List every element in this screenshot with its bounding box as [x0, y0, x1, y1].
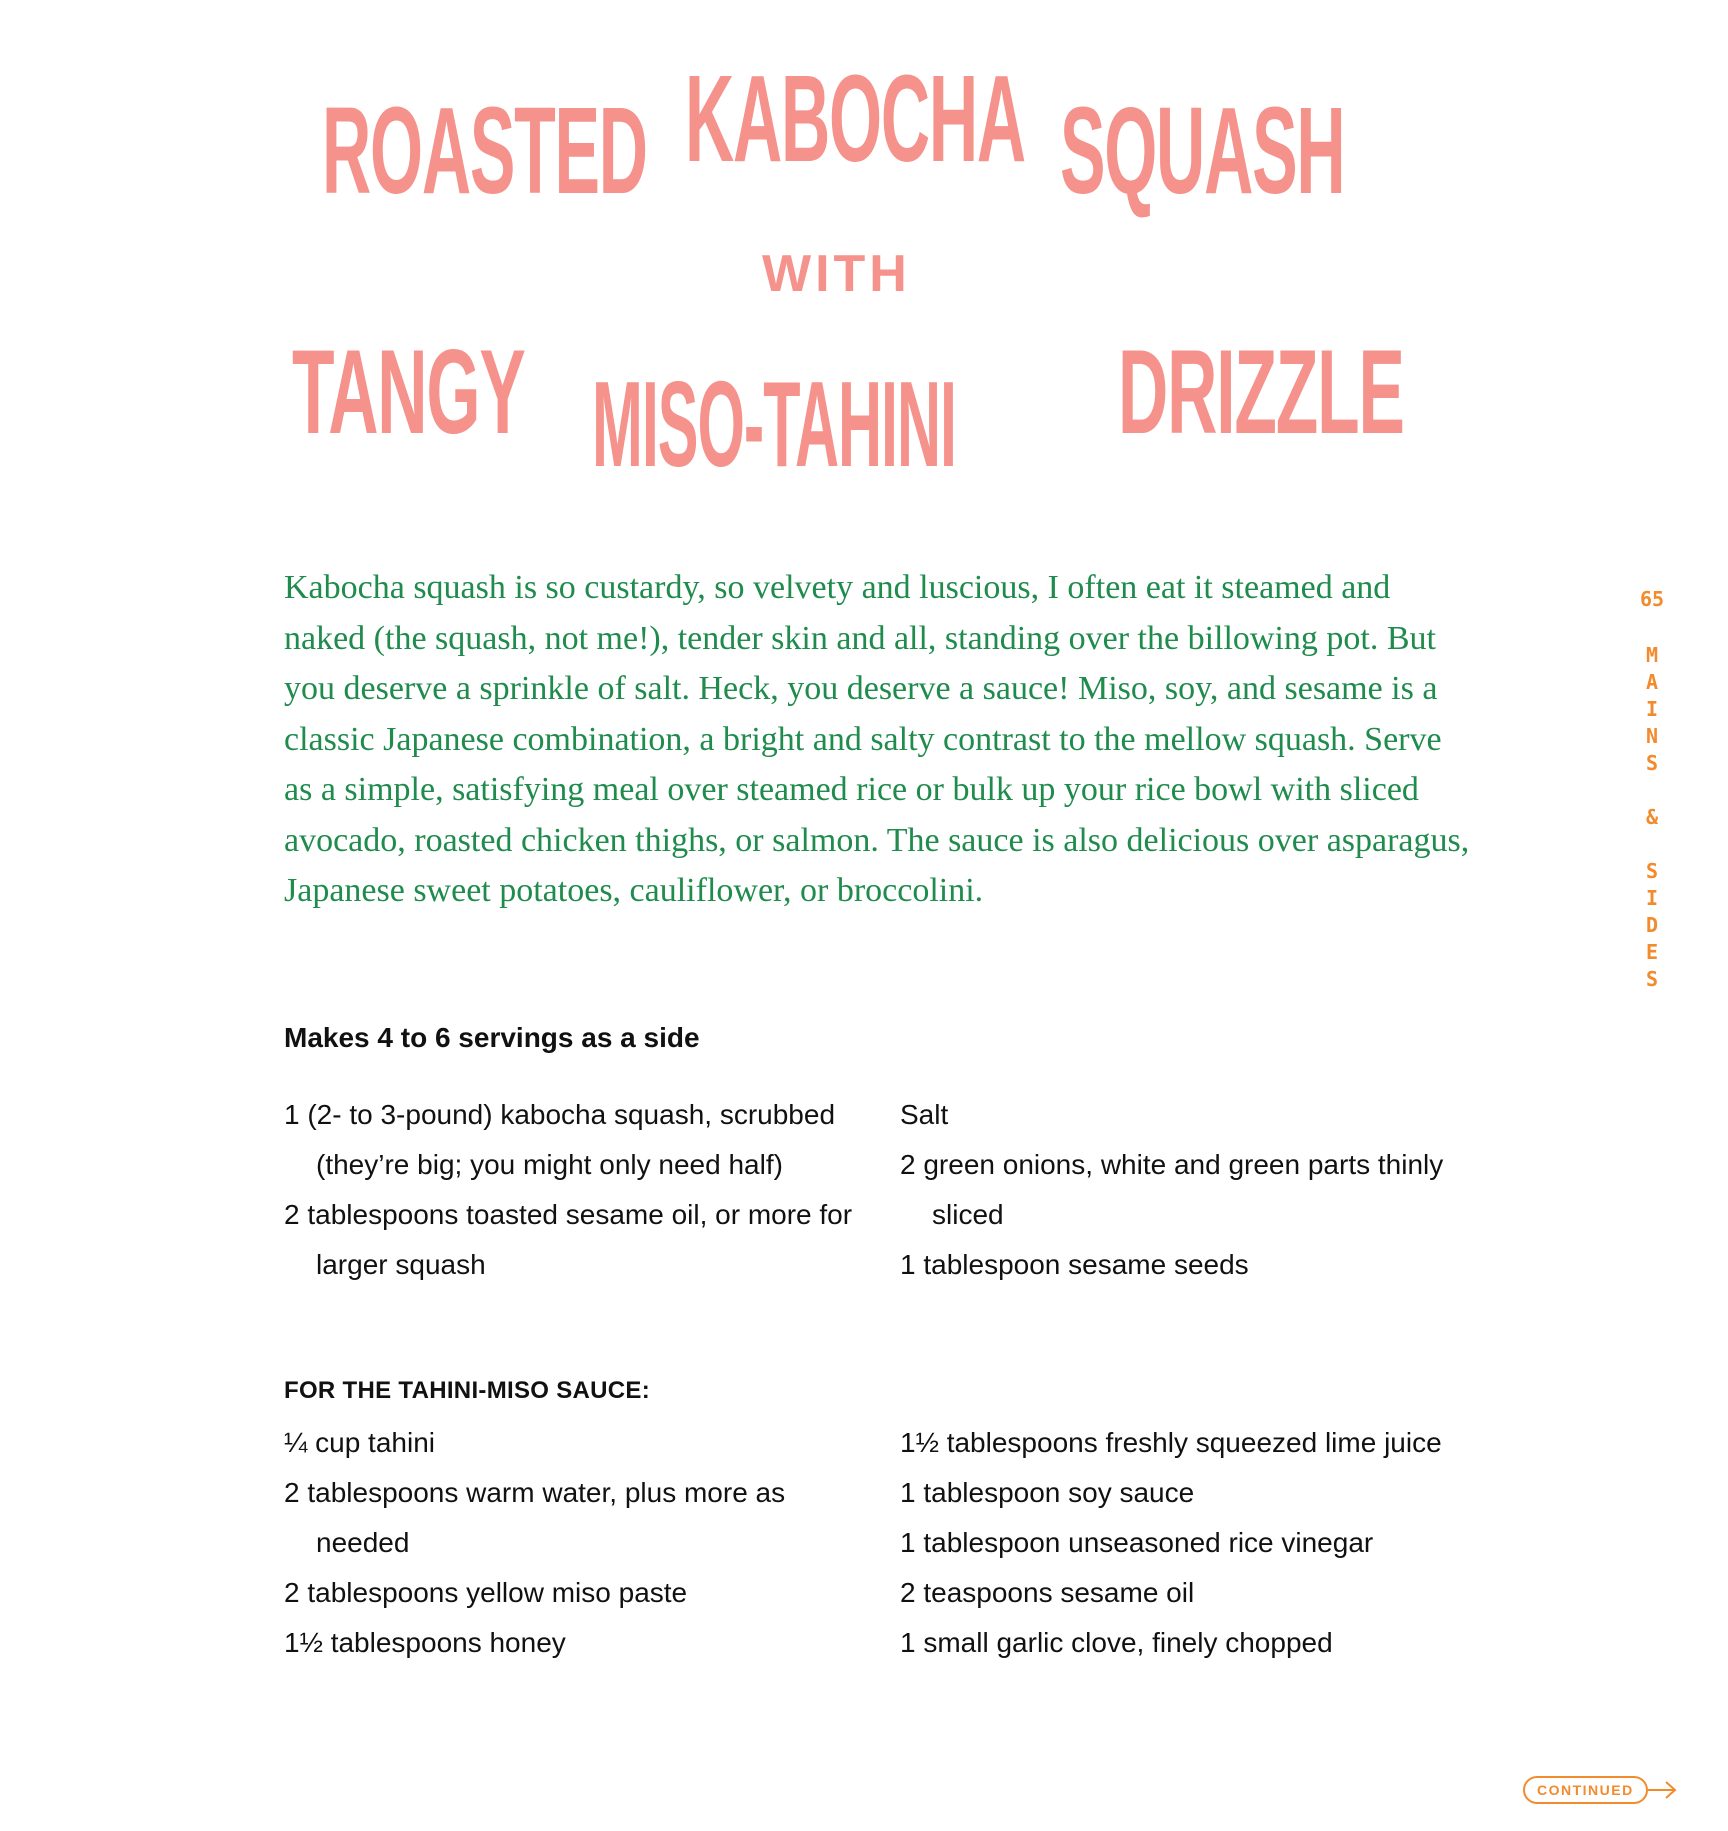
section-letter: S: [1645, 967, 1659, 991]
title-word-squash: SQUASH: [1060, 82, 1345, 220]
sauce-item: 1 tablespoon unseasoned rice vinegar: [900, 1527, 1374, 1558]
ingredient-item: Salt: [900, 1099, 949, 1130]
sauce-item: 1½ tablespoons freshly squeezed lime juice: [900, 1427, 1442, 1458]
yield-line: Makes 4 to 6 servings as a side: [284, 1022, 700, 1053]
section-letter: N: [1645, 724, 1659, 748]
section-letter: E: [1645, 940, 1659, 964]
ingredient-item: 1 (2- to 3-pound) kabocha squash, scrubbed (they’re big; you might only need half): [284, 1099, 836, 1180]
page-number: 65: [1639, 587, 1665, 611]
section-letter: S: [1645, 859, 1659, 883]
sauce-heading: FOR THE TAHINI-MISO SAUCE:: [284, 1377, 651, 1404]
continued-label: CONTINUED: [1523, 1776, 1648, 1804]
section-label: [1628, 642, 1676, 993]
title-word-tangy: TANGY: [292, 325, 525, 459]
title-word-miso-tahini: MISO-TAHINI: [592, 356, 956, 492]
sauce-item: 1 tablespoon soy sauce: [900, 1477, 1195, 1508]
section-letter: M: [1645, 643, 1659, 667]
sauce-item: 2 tablespoons yellow miso paste: [284, 1577, 688, 1608]
arrow-right-icon: [1648, 1779, 1678, 1801]
sauce-list-left: [284, 1418, 864, 1668]
ingredient-item: 2 tablespoons toasted sesame oil, or more for larger squash: [284, 1199, 853, 1280]
ingredient-item: 2 green onions, white and green parts thinly sliced: [900, 1149, 1444, 1230]
sauce-item: ¼ cup tahini: [284, 1427, 435, 1458]
ingredient-list-left: [284, 1090, 864, 1290]
section-letter: D: [1645, 913, 1659, 937]
section-letter: &: [1645, 805, 1659, 829]
intro-paragraph: Kabocha squash is so custardy, so velvety and luscious, I often eat it steamed and naked (the squash, not me!), tender skin and all, standing over the billowing pot. But you deserve a sprinkle of salt. Heck, you deserve a sauce! Miso, soy, and sesame is a classic Japanese combination, a bright and salty contrast to the mellow squash. Serve as a simple, satisfying meal over steamed rice or bulk up your rice bowl with sliced avocado, roasted chicken thighs, or salmon. The sauce is also delicious over asparagus, Japanese sweet potatoes, cauliflower, or broccolini.: [284, 569, 1470, 909]
sauce-item: 1 small garlic clove, finely chopped: [900, 1627, 1333, 1658]
title-word-roasted: ROASTED: [322, 82, 647, 220]
ingredient-list-right: [900, 1090, 1460, 1290]
sauce-item: 2 teaspoons sesame oil: [900, 1577, 1195, 1608]
title-word-drizzle: DRIZZLE: [1118, 325, 1404, 459]
section-letter: A: [1645, 670, 1659, 694]
sauce-item: 2 tablespoons warm water, plus more as needed: [284, 1477, 786, 1558]
sauce-list-right: [900, 1418, 1460, 1668]
title-connector: WITH: [762, 245, 911, 303]
section-letter: I: [1645, 697, 1659, 721]
continued-badge[interactable]: [1523, 1776, 1678, 1804]
title-word-kabocha: KABOCHA: [685, 50, 1025, 188]
sauce-item: 1½ tablespoons honey: [284, 1627, 566, 1658]
section-letter: I: [1645, 886, 1659, 910]
ingredient-item: 1 tablespoon sesame seeds: [900, 1249, 1249, 1280]
section-letter: S: [1645, 751, 1659, 775]
